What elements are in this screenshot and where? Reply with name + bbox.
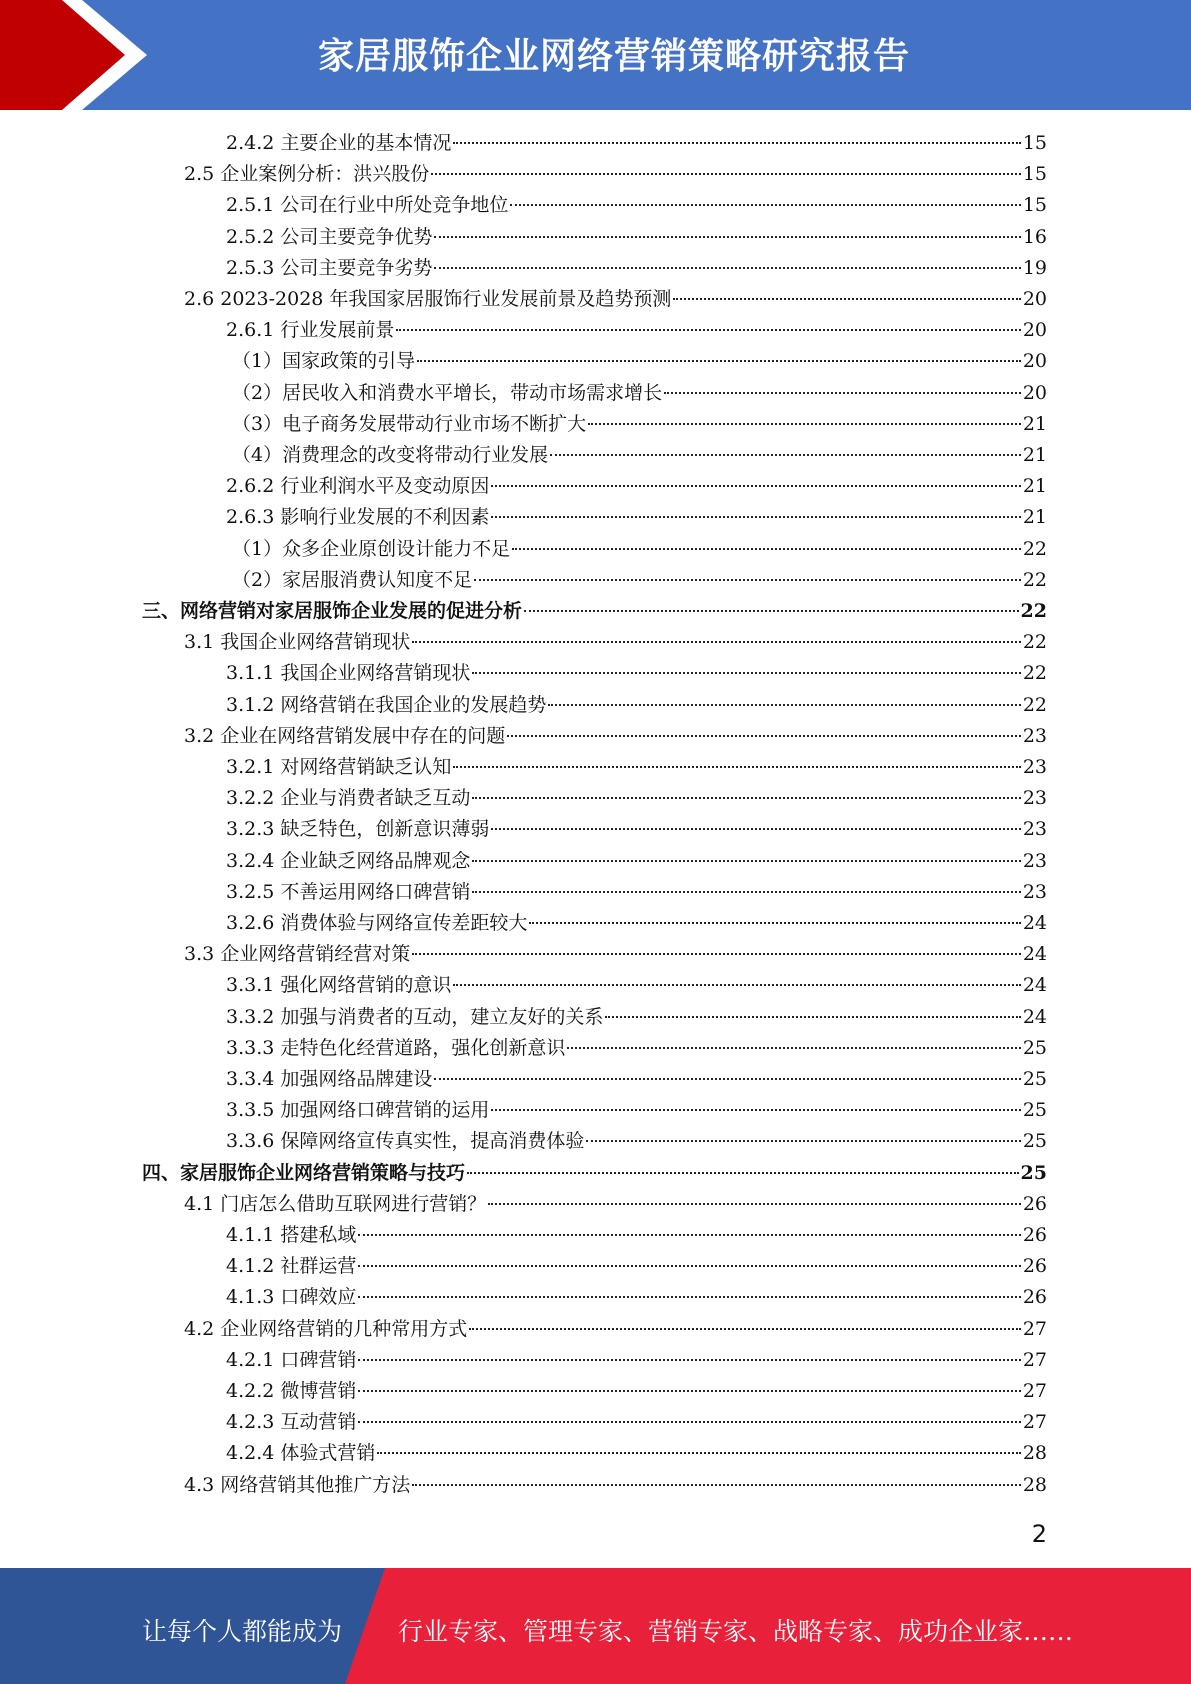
toc-dot-leader — [358, 1421, 1020, 1423]
toc-entry[interactable] — [184, 159, 1047, 190]
toc-dot-leader — [567, 1047, 1020, 1049]
toc-entry-title: 3.1.1 我国企业网络营销现状 — [226, 662, 471, 685]
toc-entry-page: 25 — [1022, 1068, 1047, 1090]
toc-entry[interactable] — [142, 596, 1047, 627]
toc-entry-page: 23 — [1022, 787, 1047, 810]
toc-entry[interactable] — [232, 534, 1047, 565]
toc-entry-title: 4.2 企业网络营销的几种常用方式 — [184, 1317, 468, 1340]
toc-entry-title: （1）众多企业原创设计能力不足 — [232, 537, 511, 560]
footer-banner — [0, 1568, 1191, 1684]
toc-entry-page: 24 — [1022, 943, 1047, 966]
toc-entry[interactable] — [226, 846, 1047, 877]
toc-dot-leader — [524, 610, 1019, 612]
toc-dot-leader — [588, 423, 1021, 425]
toc-entry-title: 2.5.3 公司主要竞争劣势 — [226, 256, 433, 279]
toc-entry[interactable] — [232, 440, 1047, 471]
toc-entry[interactable] — [226, 783, 1047, 814]
toc-entry[interactable] — [226, 1251, 1047, 1282]
toc-dot-leader — [491, 828, 1020, 830]
toc-entry-title: 3.2.4 企业缺乏网络品牌观念 — [226, 849, 471, 872]
toc-entry-page: 15 — [1022, 194, 1047, 217]
toc-dot-leader — [472, 672, 1020, 674]
footer-slogan-left: 让每个人都能成为 — [142, 1617, 343, 1646]
toc-entry[interactable] — [226, 1345, 1047, 1376]
toc-entry-title: 3.2.1 对网络营销缺乏认知 — [226, 756, 452, 778]
toc-dot-leader — [434, 236, 1020, 238]
header-banner — [0, 0, 1191, 110]
toc-entry-page: 22 — [1022, 662, 1047, 685]
toc-entry[interactable] — [184, 627, 1047, 658]
toc-entry-page: 23 — [1022, 724, 1047, 747]
toc-entry[interactable] — [226, 1282, 1047, 1313]
toc-entry-title: 3.3.1 强化网络营销的意识 — [226, 974, 452, 997]
toc-entry-page: 15 — [1022, 163, 1047, 186]
toc-entry[interactable] — [226, 1095, 1047, 1126]
toc-dot-leader — [472, 797, 1020, 799]
toc-entry-title: 4.1 门店怎么借助互联网进行营销？ — [184, 1192, 487, 1215]
toc-entry[interactable] — [226, 471, 1047, 502]
toc-entry-page: 23 — [1022, 880, 1047, 903]
toc-entry[interactable] — [142, 1158, 1047, 1189]
toc-entry[interactable] — [226, 1126, 1047, 1157]
toc-dot-leader — [673, 298, 1020, 300]
toc-entry[interactable] — [226, 190, 1047, 221]
toc-entry-page: 24 — [1022, 1005, 1047, 1028]
toc-entry-page: 20 — [1022, 350, 1047, 373]
toc-entry-title: 4.1.1 搭建私域 — [226, 1224, 357, 1246]
toc-entry-title: （2）居民收入和消费水平增长，带动市场需求增长 — [232, 381, 663, 404]
toc-entry-title: 4.1.2 社群运营 — [226, 1255, 357, 1278]
toc-entry-page: 19 — [1022, 256, 1047, 279]
toc-dot-leader — [491, 516, 1020, 518]
toc-dot-leader — [417, 360, 1021, 362]
toc-entry[interactable] — [226, 908, 1047, 939]
toc-entry-title: 3.2.3 缺乏特色，创新意识薄弱 — [226, 818, 490, 841]
toc-dot-leader — [469, 1328, 1021, 1330]
toc-entry-page: 21 — [1022, 475, 1047, 498]
toc-dot-leader — [431, 173, 1021, 175]
toc-entry-title: 三、网络营销对家居服饰企业发展的促进分析 — [142, 600, 523, 622]
toc-entry[interactable] — [226, 1220, 1047, 1251]
toc-entry-page: 24 — [1022, 974, 1047, 997]
toc-entry[interactable] — [226, 877, 1047, 908]
toc-entry-title: 4.2.3 互动营销 — [226, 1411, 357, 1434]
toc-entry[interactable] — [232, 409, 1047, 440]
toc-dot-leader — [412, 1484, 1021, 1486]
toc-dot-leader — [472, 891, 1020, 893]
toc-entry-page: 15 — [1022, 132, 1047, 154]
toc-entry[interactable] — [226, 1064, 1047, 1095]
toc-entry-page: 23 — [1022, 818, 1047, 841]
toc-entry-page: 20 — [1022, 319, 1047, 342]
toc-entry[interactable] — [226, 1438, 1047, 1469]
toc-entry[interactable] — [226, 1033, 1047, 1064]
toc-entry-page: 24 — [1022, 912, 1047, 934]
toc-entry-title: 2.6.2 行业利润水平及变动原因 — [226, 475, 490, 498]
toc-dot-leader — [396, 329, 1020, 331]
toc-dot-leader — [453, 984, 1020, 986]
toc-dot-leader — [434, 1078, 1020, 1080]
toc-entry[interactable] — [184, 284, 1047, 315]
toc-entry[interactable] — [184, 721, 1047, 752]
toc-entry-page: 27 — [1022, 1411, 1047, 1434]
toc-entry-page: 25 — [1022, 1130, 1047, 1153]
toc-entry-title: 3.2 企业在网络营销发展中存在的问题 — [184, 724, 506, 747]
toc-entry-page: 25 — [1022, 1099, 1047, 1122]
toc-entry[interactable] — [226, 1407, 1047, 1438]
toc-entry-title: 2.5.1 公司在行业中所处竞争地位 — [226, 194, 509, 217]
toc-entry-page: 20 — [1022, 381, 1047, 404]
toc-entry-title: 四、家居服饰企业网络营销策略与技巧 — [142, 1161, 466, 1184]
toc-entry-page: 25 — [1020, 1161, 1047, 1184]
toc-entry-page: 27 — [1022, 1380, 1047, 1402]
toc-entry[interactable] — [226, 814, 1047, 845]
toc-entry-page: 26 — [1022, 1255, 1047, 1278]
toc-entry-title: 3.1.2 网络营销在我国企业的发展趋势 — [226, 693, 547, 716]
toc-dot-leader — [488, 1203, 1021, 1205]
toc-dot-leader — [586, 1140, 1020, 1142]
toc-entry-title: 4.1.3 口碑效应 — [226, 1286, 357, 1309]
toc-entry-title: 2.6.3 影响行业发展的不利因素 — [226, 506, 490, 529]
toc-entry-page: 16 — [1022, 225, 1047, 248]
toc-dot-leader — [548, 704, 1020, 706]
toc-entry-title: （2）家居服消费认知度不足 — [232, 568, 473, 591]
toc-entry-page: 22 — [1020, 600, 1047, 622]
toc-dot-leader — [358, 1359, 1020, 1361]
toc-entry-title: 3.3.4 加强网络品牌建设 — [226, 1068, 433, 1090]
toc-entry-page: 26 — [1022, 1192, 1047, 1215]
toc-dot-leader — [550, 454, 1021, 456]
toc-entry[interactable] — [226, 658, 1047, 689]
toc-entry-page: 21 — [1022, 506, 1047, 529]
toc-entry-title: 4.2.2 微博营销 — [226, 1380, 357, 1402]
toc-dot-leader — [358, 1390, 1020, 1392]
toc-entry[interactable] — [232, 378, 1047, 409]
toc-entry[interactable] — [226, 1376, 1047, 1407]
toc-dot-leader — [472, 860, 1020, 862]
page-number: 2 — [1031, 1520, 1047, 1548]
toc-entry[interactable] — [226, 253, 1047, 284]
toc-entry-page: 28 — [1022, 1442, 1047, 1465]
toc-entry[interactable] — [184, 1314, 1047, 1345]
toc-dot-leader — [467, 1172, 1019, 1174]
toc-entry-title: （3）电子商务发展带动行业市场不断扩大 — [232, 412, 587, 435]
toc-entry[interactable] — [232, 346, 1047, 377]
toc-entry-page: 20 — [1022, 288, 1047, 310]
toc-dot-leader — [377, 1452, 1020, 1454]
toc-dot-leader — [412, 641, 1021, 643]
toc-entry-title: 2.6.1 行业发展前景 — [226, 319, 395, 342]
toc-entry-page: 21 — [1022, 412, 1047, 435]
toc-dot-leader — [434, 267, 1020, 269]
toc-entry-title: 3.3.6 保障网络宣传真实性，提高消费体验 — [226, 1130, 585, 1153]
toc-entry-page: 21 — [1022, 444, 1047, 466]
report-title: 家居服饰企业网络营销策略研究报告 — [318, 36, 911, 77]
toc-entry-title: 3.2.6 消费体验与网络宣传差距较大 — [226, 912, 528, 934]
toc-entry-page: 25 — [1022, 1036, 1047, 1059]
toc-dot-leader — [605, 1016, 1020, 1018]
toc-entry-page: 22 — [1022, 568, 1047, 591]
toc-entry-title: 3.1 我国企业网络营销现状 — [184, 631, 411, 654]
toc-dot-leader — [507, 735, 1021, 737]
toc-dot-leader — [491, 1109, 1020, 1111]
toc-entry[interactable] — [184, 1189, 1047, 1220]
toc-dot-leader — [510, 204, 1020, 206]
toc-dot-leader — [529, 922, 1020, 924]
toc-entry-page: 27 — [1022, 1348, 1047, 1371]
toc-entry[interactable] — [226, 690, 1047, 721]
toc-entry-page: 22 — [1022, 693, 1047, 716]
toc-entry-title: 2.4.2 主要企业的基本情况 — [226, 132, 452, 154]
toc-entry-page: 26 — [1022, 1224, 1047, 1246]
toc-dot-leader — [453, 142, 1020, 144]
toc-dot-leader — [474, 579, 1021, 581]
toc-entry[interactable] — [226, 315, 1047, 346]
toc-entry-title: （4）消费理念的改变将带动行业发展 — [232, 444, 549, 466]
toc-entry-title: 2.5 企业案例分析：洪兴股份 — [184, 163, 430, 186]
toc-entry-page: 27 — [1022, 1317, 1047, 1340]
footer-slogan-right: 行业专家、管理专家、营销专家、战略专家、成功企业家…… — [398, 1617, 1074, 1646]
toc-entry-title: （1）国家政策的引导 — [232, 350, 416, 373]
toc-entry-page: 22 — [1022, 537, 1047, 560]
toc-dot-leader — [512, 548, 1021, 550]
toc-dot-leader — [358, 1234, 1020, 1236]
toc-dot-leader — [664, 392, 1021, 394]
toc-entry-page: 26 — [1022, 1286, 1047, 1309]
toc-entry-page: 23 — [1022, 756, 1047, 778]
toc-entry-title: 4.2.1 口碑营销 — [226, 1348, 357, 1371]
toc-entry[interactable] — [184, 939, 1047, 970]
toc-entry[interactable] — [226, 502, 1047, 533]
toc-entry-title: 2.5.2 公司主要竞争优势 — [226, 225, 433, 248]
toc-entry-page: 23 — [1022, 849, 1047, 872]
toc-entry-page: 22 — [1022, 631, 1047, 654]
toc-entry-title: 4.3 网络营销其他推广方法 — [184, 1473, 411, 1496]
toc-dot-leader — [412, 953, 1021, 955]
toc-dot-leader — [358, 1265, 1020, 1267]
toc-entry[interactable] — [232, 565, 1047, 596]
toc-entry-title: 3.2.5 不善运用网络口碑营销 — [226, 880, 471, 903]
toc-entry[interactable] — [226, 752, 1047, 783]
toc-entry-title: 2.6 2023-2028 年我国家居服饰行业发展前景及趋势预测 — [184, 288, 672, 310]
toc-entry-title: 3.3.3 走特色化经营道路，强化创新意识 — [226, 1036, 566, 1059]
toc-entry-title: 3.3.2 加强与消费者的互动，建立友好的关系 — [226, 1005, 604, 1028]
toc-dot-leader — [453, 766, 1020, 768]
toc-entry[interactable] — [226, 970, 1047, 1001]
toc-dot-leader — [358, 1296, 1020, 1298]
toc-entry[interactable] — [226, 222, 1047, 253]
toc-entry-title: 4.2.4 体验式营销 — [226, 1442, 376, 1465]
toc-entry-title: 3.3 企业网络营销经营对策 — [184, 943, 411, 966]
toc-entry[interactable] — [184, 1470, 1047, 1501]
toc-dot-leader — [491, 485, 1020, 487]
toc-entry[interactable] — [226, 128, 1047, 159]
toc-entry-page: 28 — [1022, 1473, 1047, 1496]
toc-entry-title: 3.2.2 企业与消费者缺乏互动 — [226, 787, 471, 810]
toc-entry[interactable] — [226, 1002, 1047, 1033]
toc-entry-title: 3.3.5 加强网络口碑营销的运用 — [226, 1099, 490, 1122]
